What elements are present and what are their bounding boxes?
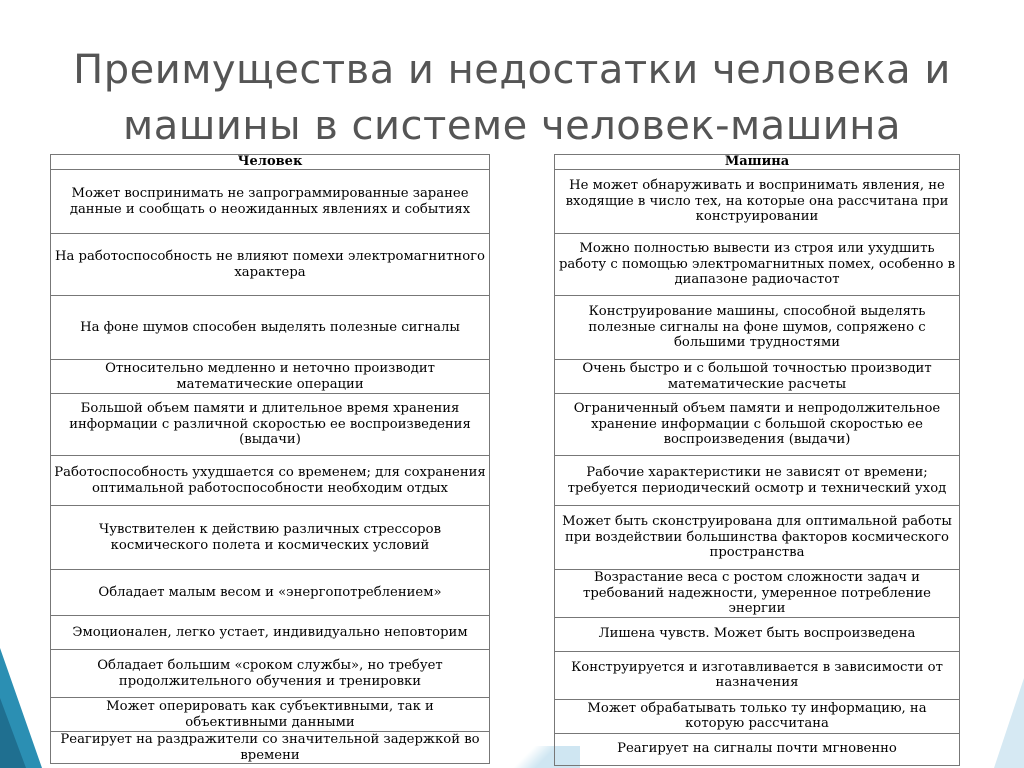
machine-row: Очень быстро и с большой точностью производит математические расчеты: [555, 360, 960, 394]
human-row: Относительно медленно и неточно производит математические операции: [51, 360, 490, 394]
human-row: Чувствителен к действию различных стрессоров космического полета и космических условий: [51, 506, 490, 570]
human-row: Работоспособность ухудшается со временем; для сохранения оптимальной работоспособности необходим отдых: [51, 456, 490, 506]
slide-title-line-2: машины в системе человек-машина: [123, 103, 901, 149]
human-table-header: Человек: [51, 155, 490, 170]
machine-row: Может быть сконструирована для оптимальной работы при воздействии большинства факторов космического пространства: [555, 506, 960, 570]
human-row: На работоспособность не влияют помехи электромагнитного характера: [51, 234, 490, 296]
machine-row: Конструируется и изготавливается в зависимости от назначения: [555, 651, 960, 699]
machine-row: Возрастание веса с ростом сложности задач и требований надежности, умеренное потребление энергии: [555, 570, 960, 618]
human-row: Может оперировать как субъективными, так и объективными данными: [51, 698, 490, 732]
machine-row: Может обрабатывать только ту информацию, на которую рассчитана: [555, 699, 960, 733]
machine-row: Ограниченный объем памяти и непродолжительное хранение информации с большой скоростью ее воспроизведения (выдачи): [555, 394, 960, 456]
human-row: Эмоционален, легко устает, индивидуально неповторим: [51, 616, 490, 650]
human-row: Реагирует на раздражители со значительной задержкой во времени: [51, 732, 490, 764]
slide-title: [0, 42, 1024, 154]
machine-row: Можно полностью вывести из строя или ухудшить работу с помощью электромагнитных помех, особенно в диапазоне радиочастот: [555, 234, 960, 296]
machine-table: [554, 154, 960, 766]
machine-row: Рабочие характеристики не зависят от времени; требуется периодический осмотр и технический уход: [555, 456, 960, 506]
machine-row: Лишена чувств. Может быть воспроизведена: [555, 617, 960, 651]
human-table: [50, 154, 490, 764]
human-row: Может воспринимать не запрограммированные заранее данные и сообщать о неожиданных явлениях и событиях: [51, 170, 490, 234]
human-row: Обладает большим «сроком службы», но требует продолжительного обучения и тренировки: [51, 650, 490, 698]
human-row: Обладает малым весом и «энергопотреблением»: [51, 570, 490, 616]
human-row: Большой объем памяти и длительное время хранения информации с различной скоростью ее воспроизведения (выдачи): [51, 394, 490, 456]
corner-decoration-left-dark: [0, 698, 26, 768]
machine-row: Конструирование машины, способной выделять полезные сигналы на фоне шумов, сопряжено с большими трудностями: [555, 296, 960, 360]
machine-table-header: Машина: [555, 155, 960, 170]
slide-title-line-1: Преимущества и недостатки человека и: [73, 47, 951, 93]
machine-row: Не может обнаруживать и воспринимать явления, не входящие в число тех, на которые она рассчитана при конструировании: [555, 170, 960, 234]
human-row: На фоне шумов способен выделять полезные сигналы: [51, 296, 490, 360]
corner-decoration-right: [994, 678, 1024, 768]
machine-row: Реагирует на сигналы почти мгновенно: [555, 733, 960, 765]
